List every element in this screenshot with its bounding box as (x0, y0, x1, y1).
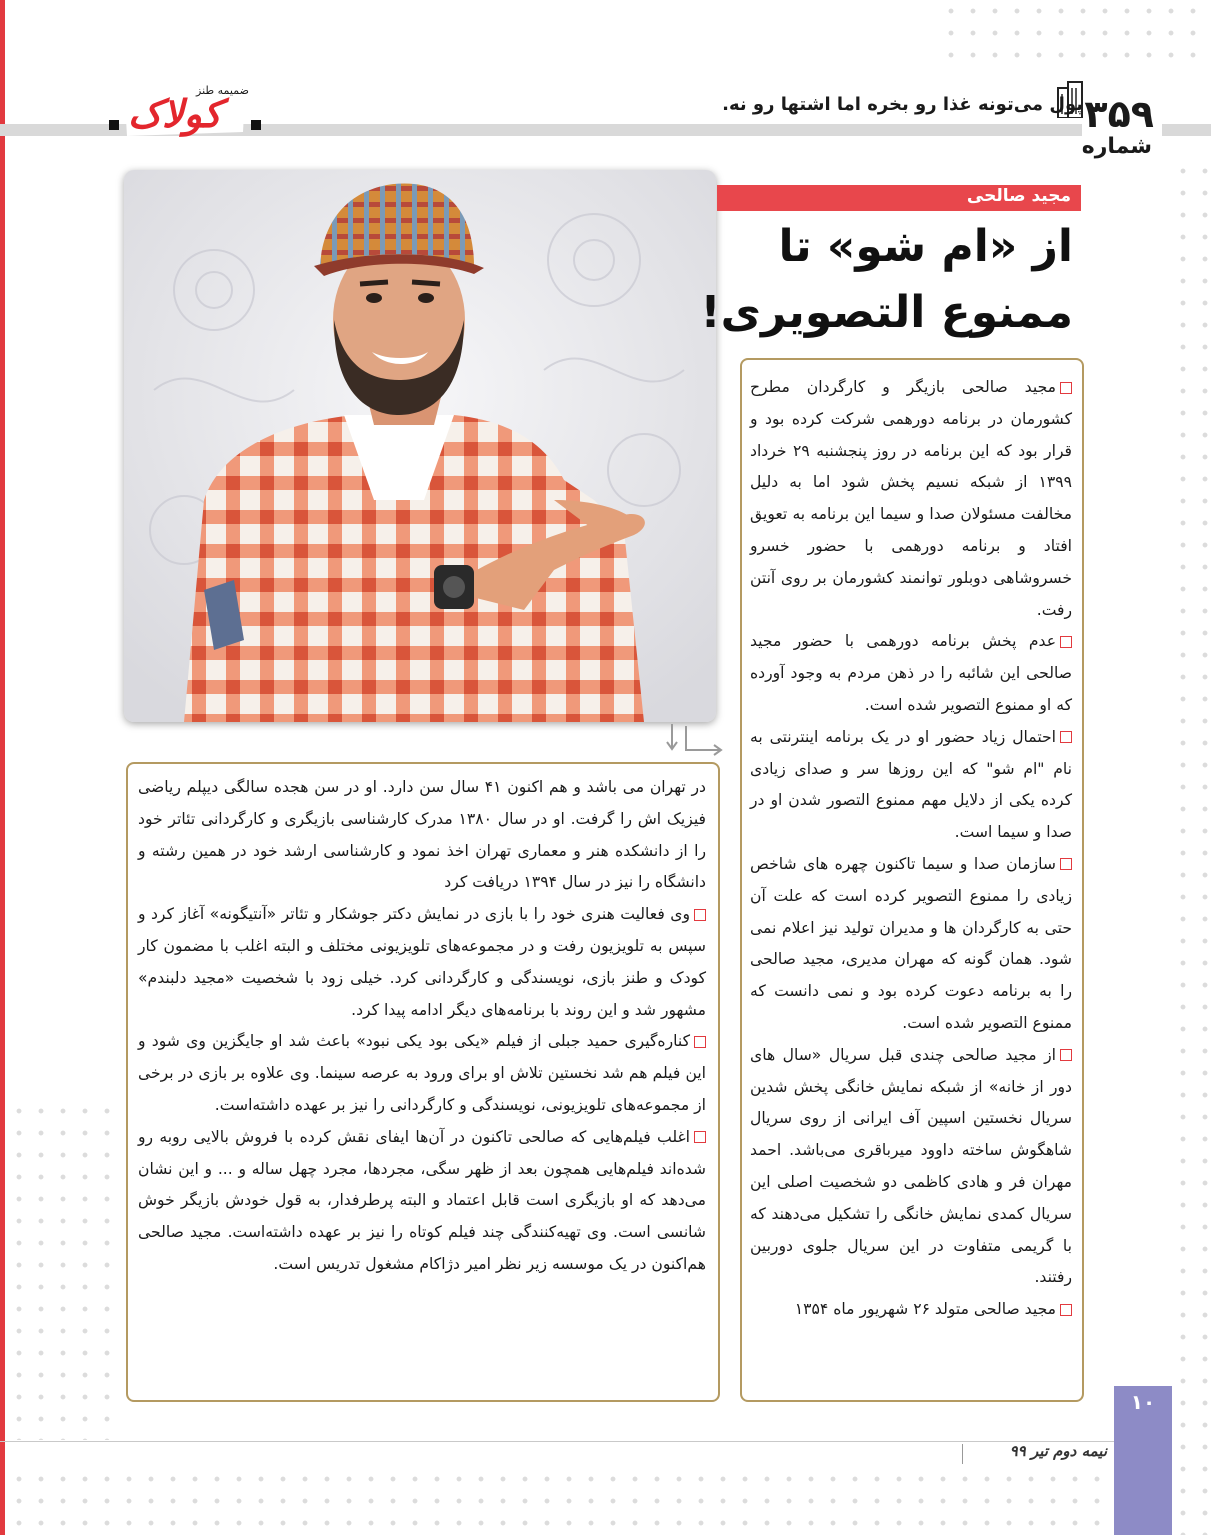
issue-date: نیمه دوم تیر ۹۹ (1009, 1442, 1107, 1460)
square-bullet-icon (1060, 731, 1072, 743)
dot-pattern-top-right (940, 0, 1211, 60)
paragraph-text: مجید صالحی متولد ۲۶ شهریور ماه ۱۳۵۴ (794, 1300, 1056, 1319)
paragraph-text: اغلب فیلم‌هایی که صالحی تاکنون در آن‌ها ایفای نقش کرده با فروش بالایی روبه رو شده‌اند فیلم‌هایی همچون بعد از ظهر سگی، مجردها، مجرد چهل ساله و ... و این نشان می‌دهد که او بازیگری است قابل اعتماد و البته پرطرفدار، به قول خودش بازیگر خوش شانسی است. وی تهیه‌کنندگی چند فیلم کوتاه را نیز بر عهده داشته‌است. مجید صالحی هم‌اکنون در یک موسسه زیر نظر امیر دژاکام مشغول تدریس است. (138, 1127, 706, 1273)
square-bullet-icon (694, 909, 706, 921)
issue-number: ۳۵۹ (1084, 92, 1154, 136)
paragraph (750, 626, 1072, 721)
paragraph-text: مجید صالحی بازیگر و کارگردان مطرح کشورمان در برنامه دورهمی شرکت کرده بود و قرار بود که این برنامه در روز پنجشنبه ۲۹ خرداد ۱۳۹۹ از شبکه نسیم پخش شود اما به دلیل مخالفت مسئولان صدا و سیما این برنامه به تعویق افتاد و برنامه دورهمی با حضور خسرو خسروشاهی دوبلور توانمند کشورمان بر روی آنتن رفت. (750, 378, 1073, 619)
square-bullet-icon (694, 1131, 706, 1143)
paragraph (138, 899, 706, 1026)
issue-label (1082, 92, 1162, 162)
paragraph (138, 1026, 706, 1121)
article-headline (653, 214, 1073, 346)
left-edge-stripe (0, 0, 5, 1535)
paragraph-text: از مجید صالحی چندی قبل سریال «سال های دور از خانه» از شبکه نمایش خانگی پخش شدین سریال نخستین اسپین آف ایرانی از روی سریال شاهگوش ساخته داوود میرباقری می‌باشد. احمد مهران فر و هادی کاظمی دو شخصیت اصلی این سریال کمدی نمایش خانگی را تشکیل می‌دهند که با گریمی متفاوت در این سریال جلوی دوربین رفتند. (750, 1045, 1072, 1287)
paragraph (138, 1122, 706, 1281)
logo-text: کولاک (128, 92, 222, 136)
paragraph-text: احتمال زیاد حضور او در یک برنامه اینترنتی به نام "ام شو" که این روزها سر و صدای زیادی کرده یکی از دلایل مهم ممنوع التصور شدن او در صدا و سیما است. (750, 727, 1072, 842)
paragraph (750, 1040, 1072, 1294)
issue-word: شماره (1081, 134, 1152, 159)
paragraph (750, 849, 1072, 1040)
dot-pattern-bottom (8, 1468, 1114, 1535)
square-bullet-icon (1060, 636, 1072, 648)
square-bullet-icon (1060, 382, 1072, 394)
dot-pattern-left (8, 1100, 118, 1440)
square-bullet-icon (694, 1036, 706, 1048)
footer-rule (0, 1441, 1114, 1442)
dot-pattern-right (1172, 160, 1211, 1535)
square-bullet-icon (1060, 1049, 1072, 1061)
headline-line-2: ممنوع التصویری! (700, 287, 1073, 338)
article-kicker (717, 185, 1081, 211)
left-column-box (126, 762, 720, 1402)
portrait-photo (124, 170, 716, 722)
right-column-box (740, 358, 1084, 1402)
paragraph-text: وی فعالیت هنری خود را با بازی در نمایش دکتر جوشکار و تئاتر «آنتیگونه» آغاز کرد و سپس به تلویزیون رفت و در مجموعه‌های تلویزیونی مختلف و البته اغلب با مضمون کار کودک و طنز بازی، نویسندگی و کارگردانی کرد. خیلی زود با شخصیت «مجید دلبندم» مشهور شد و این روند با برنامه‌های دیگر ادامه پیدا کرد. (138, 905, 706, 1019)
footer-divider (962, 1444, 963, 1464)
page-number: ۱۰ (1130, 1390, 1156, 1414)
paragraph (750, 1294, 1072, 1326)
paragraph-text: عدم پخش برنامه دورهمی با حضور مجید صالحی این شائبه را در ذهن مردم به وجود آورده که او ممنوع التصویر شده است. (750, 632, 1072, 714)
paragraph: در تهران می باشد و هم اکنون ۴۱ سال سن دارد. او در سن هجده سالگی دیپلم ریاضی فیزیک اش را گرفت. او در سال ۱۳۸۰ مدرک کارشناسی بازیگری و کارگردانی تئاتر خود را از دانشکده هنر و معماری تهران اخذ نمود و کارشناسی ارشد خود در همین رشته و دانشگاه را نیز در سال ۱۳۹۴ دریافت کرد (138, 778, 706, 892)
square-bullet-icon (1060, 1304, 1072, 1316)
paragraph (750, 372, 1072, 626)
square-bullet-icon (1060, 858, 1072, 870)
logo-subtitle: ضمیمه طنز (196, 84, 249, 97)
left-column-text (138, 772, 706, 1281)
kicker-text: مجید صالحی (966, 186, 1071, 206)
paragraph-text: سازمان صدا و سیما تاکنون چهره های شاخص زیادی را ممنوع التصویر کرده است که علت آن حتی به کارگردان ها و مدیران تولید نیز اعلام نمی شود. همان گونه که مهران مدیری، مجید صالحی را به برنامه دعوت کرده بود و نمی دانست که ممنوع التصویر شده است. (750, 854, 1072, 1032)
headline-line-1: از «ام شو» تا (778, 221, 1073, 272)
continue-arrow-icon (660, 722, 724, 756)
paragraph-text: کناره‌گیری حمید جبلی از فیلم «یکی بود یکی نبود» باعث شد او جایگزین وی شود و این فیلم هم شد نخستین تلاش او برای ورود به عرصه سینما. وی علاوه بر بازی در برخی از مجموعه‌های تلویزیونی، نویسندگی و کارگردانی را نیز بر عهده داشته‌است. (138, 1032, 706, 1114)
header-tagline: پول می‌تونه غذا رو بخره اما اشتها رو نه. (722, 94, 1083, 115)
paragraph (750, 722, 1072, 849)
right-column-text (750, 372, 1072, 1326)
